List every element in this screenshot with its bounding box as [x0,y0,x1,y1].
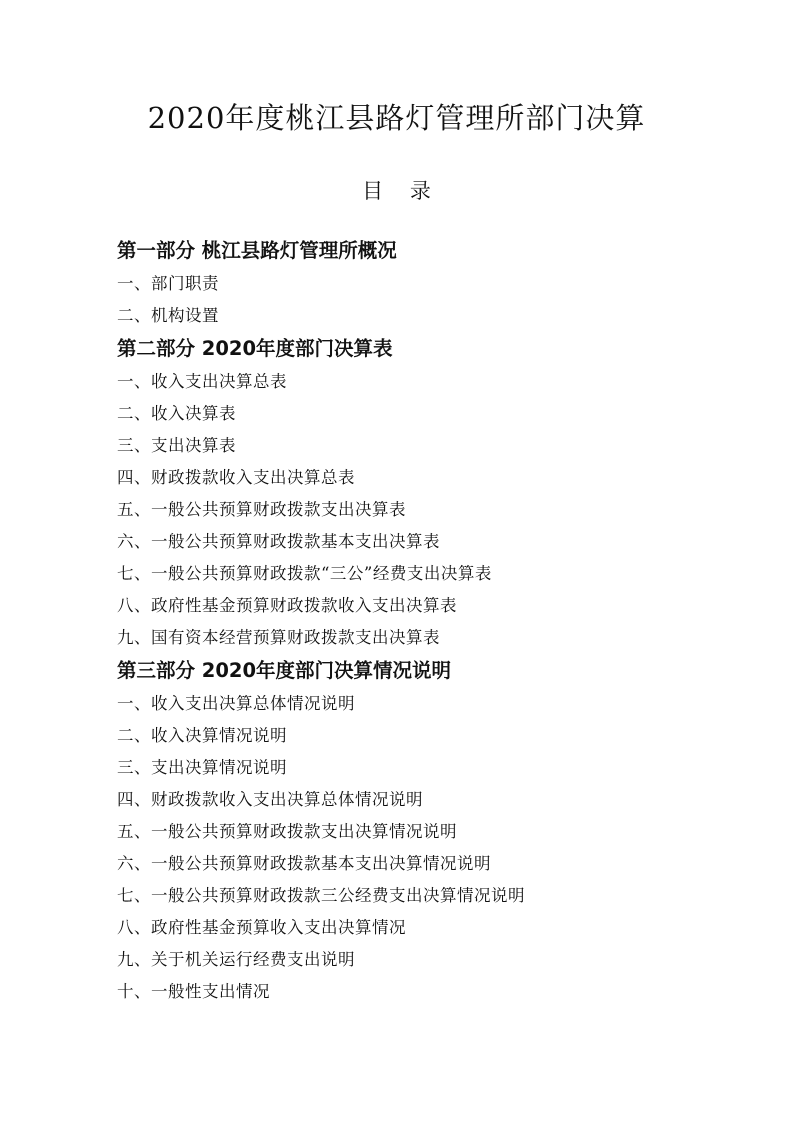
document-title: 2020年度桃江县路灯管理所部门决算 [147,101,646,135]
toc-item: 七、一般公共预算财政拨款“三公”经费支出决算表 [117,564,492,583]
toc-item: 十、一般性支出情况 [117,982,270,1001]
toc-item: 四、财政拨款收入支出决算总体情况说明 [117,790,423,809]
toc-heading: 目 录 [362,179,441,203]
section-title: 第三部分 2020年度部门决算情况说明 [117,659,452,682]
toc-item: 九、关于机关运行经费支出说明 [117,950,355,969]
toc-item: 八、政府性基金预算财政拨款收入支出决算表 [117,596,457,615]
toc-section-3 [117,654,757,1008]
toc-item: 三、支出决算情况说明 [117,758,287,777]
toc-item: 八、政府性基金预算收入支出决算情况 [117,918,406,937]
toc-item: 六、一般公共预算财政拨款基本支出决算情况说明 [117,854,491,873]
toc-item: 二、收入决算表 [117,404,236,423]
toc-item: 五、一般公共预算财政拨款支出决算表 [117,500,406,519]
toc-item: 四、财政拨款收入支出决算总表 [117,468,355,487]
toc-section-1 [117,234,757,332]
section-title: 第一部分 桃江县路灯管理所概况 [117,239,397,262]
toc-item: 二、收入决算情况说明 [117,726,287,745]
toc-item: 六、一般公共预算财政拨款基本支出决算表 [117,532,440,551]
toc-item: 九、国有资本经营预算财政拨款支出决算表 [117,628,440,647]
toc-section-2 [117,332,757,654]
section-title: 第二部分 2020年度部门决算表 [117,337,393,360]
toc-item: 二、机构设置 [117,306,219,325]
toc-item: 五、一般公共预算财政拨款支出决算情况说明 [117,822,457,841]
toc-item: 三、支出决算表 [117,436,236,455]
toc-item: 一、收入支出决算总体情况说明 [117,694,355,713]
toc-item: 七、一般公共预算财政拨款三公经费支出决算情况说明 [117,886,525,905]
toc-item: 一、部门职责 [117,274,219,293]
table-of-contents [117,234,757,1008]
toc-item: 一、收入支出决算总表 [117,372,287,391]
